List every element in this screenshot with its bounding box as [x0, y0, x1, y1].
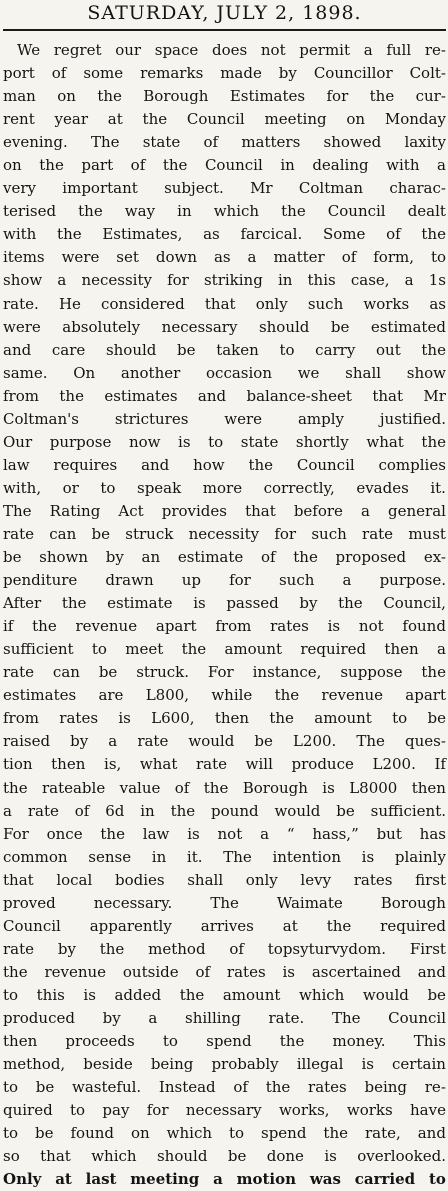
- article-line: same. On another occasion we shall show: [3, 363, 446, 382]
- article-line: For once the law is not a “ hass,” but has: [3, 824, 446, 843]
- dateline: SATURDAY, JULY 2, 1898.: [87, 2, 362, 24]
- article-line: with, or to speak more correctly, evades it.: [3, 478, 446, 497]
- article-line: common sense in it. The intention is plainly: [3, 847, 446, 866]
- article-line: the revenue outside of rates is ascertained and: [3, 962, 446, 981]
- article-line: rate can be struck. For instance, suppose the: [3, 663, 446, 682]
- article-line: very important subject. Mr Coltman charac-: [3, 179, 446, 198]
- article-line: the rateable value of the Borough is L8000 then: [3, 778, 446, 797]
- article-line: We regret our space does not permit a full re-: [17, 41, 446, 59]
- article-line: evening. The state of matters showed laxity: [3, 133, 446, 152]
- article-line: were absolutely necessary should be estimated: [3, 317, 446, 336]
- editorial-article: [3, 39, 446, 1191]
- article-line: from the estimates and balance-sheet that Mr: [3, 386, 446, 405]
- article-line: show a necessity for striking in this case, a 1s: [3, 271, 446, 290]
- article-line: then proceeds to spend the money. This: [3, 1032, 446, 1051]
- article-line: rent year at the Council meeting on Monday: [3, 110, 446, 129]
- article-line: The Rating Act provides that before a general: [3, 501, 446, 520]
- article-line: estimates are L800, while the revenue apart: [3, 686, 446, 705]
- article-line: After the estimate is passed by the Council,: [3, 594, 446, 613]
- article-line: Coltman's strictures were amply justified.: [3, 409, 446, 428]
- article-line: man on the Borough Estimates for the cur-: [3, 87, 446, 106]
- article-line: sufficient to meet the amount required then a: [3, 640, 446, 659]
- article-line: be shown by an estimate of the proposed ex-: [3, 548, 446, 567]
- article-line: proved necessary. The Waimate Borough: [3, 893, 446, 912]
- article-line: so that which should be done is overlooked.: [3, 1147, 446, 1166]
- article-line: quired to pay for necessary works, works have: [3, 1101, 446, 1120]
- article-line: from rates is L600, then the amount to be: [3, 709, 446, 728]
- article-line: if the revenue apart from rates is not found: [3, 617, 446, 636]
- article-line: raised by a rate would be L200. The ques-: [3, 732, 446, 751]
- article-line: Only at last meeting a motion was carried to: [3, 1170, 446, 1189]
- article-line: terised the way in which the Council dealt: [3, 202, 446, 221]
- article-line: tion then is, what rate will produce L200. If: [3, 755, 446, 774]
- article-line: method, beside being probably illegal is certain: [3, 1055, 446, 1074]
- article-line: rate can be struck necessity for such rate must: [3, 524, 446, 543]
- article-line: to be wasteful. Instead of the rates being re-: [3, 1078, 446, 1097]
- article-line: rate. He considered that only such works as: [3, 294, 446, 313]
- article-line: Council apparently arrives at the required: [3, 916, 446, 935]
- article-line: Our purpose now is to state shortly what the: [3, 432, 446, 451]
- article-line: a rate of 6d in the pound would be sufficient.: [3, 801, 446, 820]
- article-line: that local bodies shall only levy rates first: [3, 870, 446, 889]
- header-rule: [3, 29, 446, 31]
- article-line: to be found on which to spend the rate, and: [3, 1124, 446, 1143]
- article-line: port of some remarks made by Councillor Colt-: [3, 64, 446, 83]
- article-line: produced by a shilling rate. The Council: [3, 1008, 446, 1027]
- article-line: rate by the method of topsyturvydom. First: [3, 939, 446, 958]
- article-line: penditure drawn up for such a purpose.: [3, 571, 446, 590]
- article-line: with the Estimates, as farcical. Some of the: [3, 225, 446, 244]
- article-line: on the part of the Council in dealing with a: [3, 156, 446, 175]
- article-line: items were set down as a matter of form, to: [3, 248, 446, 267]
- article-line: law requires and how the Council complies: [3, 455, 446, 474]
- article-line: to this is added the amount which would be: [3, 985, 446, 1004]
- article-line: and care should be taken to carry out the: [3, 340, 446, 359]
